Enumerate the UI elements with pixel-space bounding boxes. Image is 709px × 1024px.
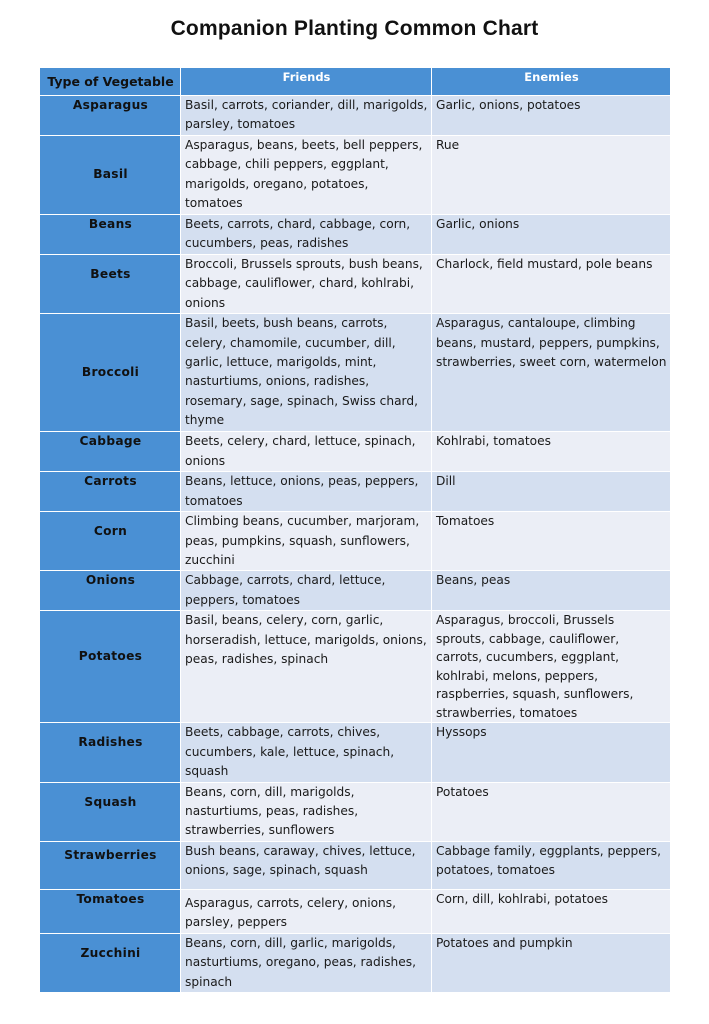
enemies-cell: Kohlrabi, tomatoes bbox=[432, 432, 671, 472]
table-header-row bbox=[40, 68, 671, 96]
friends-cell: Beans, corn, dill, garlic, marigolds, nasturtiums, oregano, peas, radishes, spinach bbox=[181, 933, 432, 992]
enemies-cell: Asparagus, cantaloupe, climbing beans, mustard, peppers, pumpkins, strawberries, sweet corn, watermelon bbox=[432, 314, 671, 432]
table-row bbox=[40, 314, 671, 432]
vegetable-cell: Basil bbox=[40, 136, 181, 215]
table-row bbox=[40, 215, 671, 255]
table-row bbox=[40, 472, 671, 512]
vegetable-cell: Cabbage bbox=[40, 432, 181, 472]
enemies-cell: Charlock, field mustard, pole beans bbox=[432, 255, 671, 314]
table-row bbox=[40, 571, 671, 611]
table-row bbox=[40, 512, 671, 571]
enemies-cell: Hyssops bbox=[432, 723, 671, 782]
friends-cell: Broccoli, Brussels sprouts, bush beans, cabbage, cauliflower, chard, kohlrabi, onions bbox=[181, 255, 432, 314]
enemies-cell: Garlic, onions bbox=[432, 215, 671, 255]
friends-cell: Basil, carrots, coriander, dill, marigolds, parsley, tomatoes bbox=[181, 96, 432, 136]
vegetable-cell: Potatoes bbox=[40, 611, 181, 723]
table-row bbox=[40, 432, 671, 472]
friends-cell: Basil, beets, bush beans, carrots, celery, chamomile, cucumber, dill, garlic, lettuce, marigolds, mint, nasturtiums, onions, radishes, rosemary, sage, spinach, Swiss chard, thyme bbox=[181, 314, 432, 432]
header-vegetable: Type of Vegetable bbox=[40, 68, 181, 96]
vegetable-cell: Zucchini bbox=[40, 933, 181, 992]
table-row bbox=[40, 723, 671, 782]
enemies-cell: Corn, dill, kohlrabi, potatoes bbox=[432, 889, 671, 933]
friends-cell: Beets, carrots, chard, cabbage, corn, cucumbers, peas, radishes bbox=[181, 215, 432, 255]
friends-cell: Beets, cabbage, carrots, chives, cucumbers, kale, lettuce, spinach, squash bbox=[181, 723, 432, 782]
table-row bbox=[40, 782, 671, 841]
table-row bbox=[40, 841, 671, 889]
vegetable-cell: Beets bbox=[40, 255, 181, 314]
enemies-cell: Rue bbox=[432, 136, 671, 215]
enemies-cell: Dill bbox=[432, 472, 671, 512]
vegetable-cell: Carrots bbox=[40, 472, 181, 512]
page-title: Companion Planting Common Chart bbox=[170, 17, 539, 40]
friends-cell: Climbing beans, cucumber, marjoram, peas, pumpkins, squash, sunflowers, zucchini bbox=[181, 512, 432, 571]
friends-cell: Basil, beans, celery, corn, garlic, horseradish, lettuce, marigolds, onions, peas, radishes, spinach bbox=[181, 611, 432, 723]
companion-planting-table bbox=[39, 67, 671, 993]
header-enemies: Enemies bbox=[432, 68, 671, 96]
enemies-cell: Tomatoes bbox=[432, 512, 671, 571]
table-row bbox=[40, 96, 671, 136]
enemies-cell: Beans, peas bbox=[432, 571, 671, 611]
friends-cell: Cabbage, carrots, chard, lettuce, peppers, tomatoes bbox=[181, 571, 432, 611]
enemies-cell: Asparagus, broccoli, Brussels sprouts, cabbage, cauliflower, carrots, cucumbers, eggplant, kohlrabi, melons, peppers, raspberries, squash, sunflowers, strawberries, tomatoes bbox=[432, 611, 671, 723]
enemies-cell: Potatoes bbox=[432, 782, 671, 841]
table-row bbox=[40, 611, 671, 723]
friends-cell: Beans, lettuce, onions, peas, peppers, tomatoes bbox=[181, 472, 432, 512]
friends-cell: Asparagus, beans, beets, bell peppers, cabbage, chili peppers, eggplant, marigolds, oregano, potatoes, tomatoes bbox=[181, 136, 432, 215]
friends-cell: Beets, celery, chard, lettuce, spinach, onions bbox=[181, 432, 432, 472]
vegetable-cell: Onions bbox=[40, 571, 181, 611]
friends-cell: Asparagus, carrots, celery, onions, parsley, peppers bbox=[181, 889, 432, 933]
table-row bbox=[40, 889, 671, 933]
vegetable-cell: Broccoli bbox=[40, 314, 181, 432]
table-row bbox=[40, 933, 671, 992]
vegetable-cell: Squash bbox=[40, 782, 181, 841]
vegetable-cell: Corn bbox=[40, 512, 181, 571]
friends-cell: Bush beans, caraway, chives, lettuce, onions, sage, spinach, squash bbox=[181, 841, 432, 889]
header-friends: Friends bbox=[181, 68, 432, 96]
vegetable-cell: Radishes bbox=[40, 723, 181, 782]
vegetable-cell: Asparagus bbox=[40, 96, 181, 136]
vegetable-cell: Strawberries bbox=[40, 841, 181, 889]
enemies-cell: Garlic, onions, potatoes bbox=[432, 96, 671, 136]
table-row bbox=[40, 255, 671, 314]
table-row bbox=[40, 136, 671, 215]
enemies-cell: Cabbage family, eggplants, peppers, potatoes, tomatoes bbox=[432, 841, 671, 889]
vegetable-cell: Beans bbox=[40, 215, 181, 255]
enemies-cell: Potatoes and pumpkin bbox=[432, 933, 671, 992]
vegetable-cell: Tomatoes bbox=[40, 889, 181, 933]
friends-cell: Beans, corn, dill, marigolds, nasturtiums, peas, radishes, strawberries, sunflowers bbox=[181, 782, 432, 841]
